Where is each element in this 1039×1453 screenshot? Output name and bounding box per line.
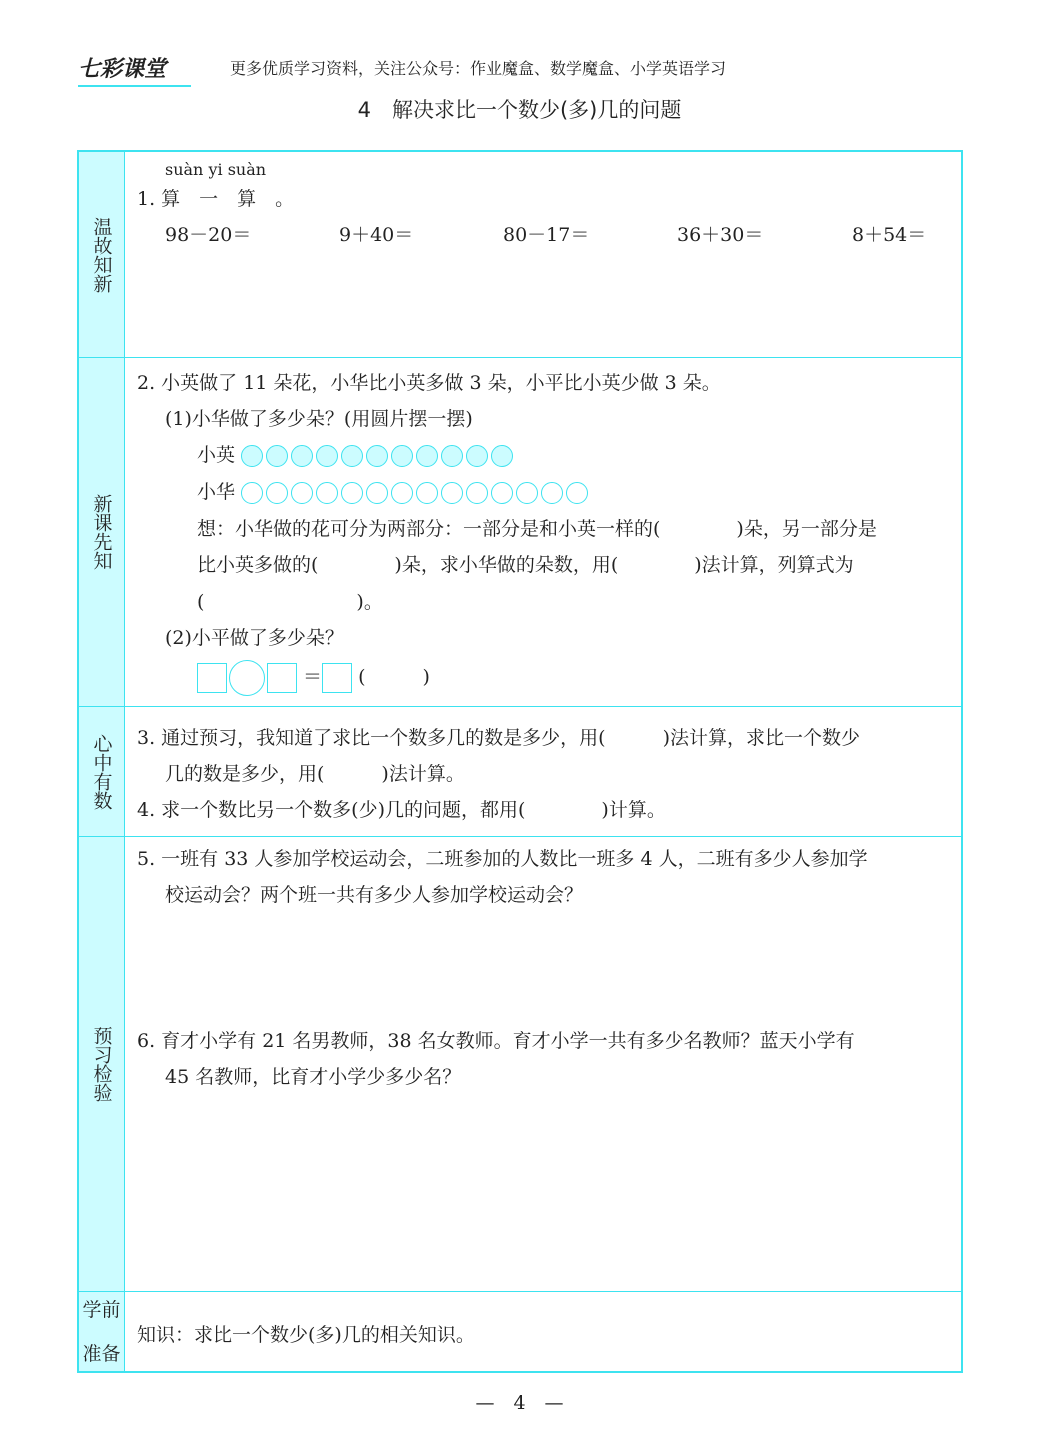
outline-circle <box>266 482 288 504</box>
question-6: 6. 育才小学有 21 名男教师，38 名女教师。育才小学一共有多少名教师？蓝天小学有 <box>137 1030 855 1052</box>
filled-circle <box>466 445 488 467</box>
equals-sign: ＝ <box>303 666 323 688</box>
outline-circle <box>341 482 363 504</box>
expression: 98－20＝ <box>165 224 252 246</box>
outline-circle <box>416 482 438 504</box>
equation-blanks <box>197 660 430 696</box>
section-label: 新课先知 <box>79 358 125 706</box>
expression: 36＋30＝ <box>677 224 764 246</box>
section-review <box>79 152 961 358</box>
outline-circle <box>566 482 588 504</box>
expression: 9＋40＝ <box>339 224 414 246</box>
outline-circle <box>441 482 463 504</box>
name-label: 小华 <box>197 481 236 503</box>
logo: 七彩课堂 <box>78 52 191 87</box>
question-4: 4. 求一个数比另一个数多(少)几的问题，都用( )计算。 <box>137 799 666 821</box>
section-label: 学前准备 <box>79 1292 125 1371</box>
outline-circles <box>241 482 588 504</box>
filled-circle <box>266 445 288 467</box>
filled-circle <box>391 445 413 467</box>
filled-circle <box>241 445 263 467</box>
think-line: 比小英多做的( )朵，求小华做的朵数，用( )法计算，列算式为 <box>197 554 854 576</box>
question-1: 1. 算 一 算 。 <box>137 188 295 210</box>
section-check <box>79 837 961 1292</box>
question-2: 2. 小英做了 11 朵花，小华比小英多做 3 朵，小平比小英少做 3 朵。 <box>137 372 721 394</box>
filled-circle <box>416 445 438 467</box>
outline-circle <box>516 482 538 504</box>
think-line: ( )。 <box>197 591 383 613</box>
answer-box[interactable] <box>267 663 297 693</box>
question-6-cont: 45 名教师，比育才小学少多少名？ <box>165 1066 462 1088</box>
filled-circle <box>441 445 463 467</box>
answer-box[interactable] <box>197 663 227 693</box>
outline-circle <box>291 482 313 504</box>
unit-blank[interactable]: ( ) <box>358 666 430 688</box>
section-understanding <box>79 707 961 837</box>
question-5: 5. 一班有 33 人参加学校运动会，二班参加的人数比一班多 4 人，二班有多少人参加学 <box>137 848 868 870</box>
pinyin: suàn yi suàn <box>165 160 267 179</box>
filled-circles <box>241 445 513 467</box>
row-xiaoying <box>197 440 513 467</box>
question-3: 3. 通过预习，我知道了求比一个数多几的数是多少，用( )法计算，求比一个数少 <box>137 727 860 749</box>
worksheet-table <box>77 150 963 1373</box>
question-5-cont: 校运动会？两个班一共有多少人参加学校运动会？ <box>165 884 584 906</box>
outline-circle <box>366 482 388 504</box>
section-prep <box>79 1292 961 1371</box>
filled-circle <box>291 445 313 467</box>
filled-circle <box>366 445 388 467</box>
section-new-lesson <box>79 358 961 707</box>
outline-circle <box>241 482 263 504</box>
header-notice: 更多优质学习资料，关注公众号：作业魔盒、数学魔盒、小学英语学习 <box>230 59 727 78</box>
page-title: 4 解决求比一个数少(多)几的问题 <box>357 98 682 122</box>
expression: 80－17＝ <box>503 224 590 246</box>
page-number: — 4 — <box>475 1392 564 1414</box>
section-label: 温故知新 <box>79 152 125 357</box>
section-label: 预习检验 <box>79 837 125 1291</box>
section-label: 心中有数 <box>79 707 125 836</box>
prep-text: 知识：求比一个数少(多)几的相关知识。 <box>137 1324 475 1346</box>
operator-circle[interactable] <box>229 660 265 696</box>
think-line: 想：小华做的花可分为两部分：一部分是和小英一样的( )朵，另一部分是 <box>197 518 877 540</box>
question-3-cont: 几的数是多少，用( )法计算。 <box>165 763 465 785</box>
part-1: (1)小华做了多少朵？(用圆片摆一摆) <box>165 408 473 430</box>
part-2: (2)小平做了多少朵？ <box>165 627 344 649</box>
name-label: 小英 <box>197 444 236 466</box>
filled-circle <box>491 445 513 467</box>
answer-box[interactable] <box>322 663 352 693</box>
outline-circle <box>391 482 413 504</box>
expression: 8＋54＝ <box>852 224 927 246</box>
outline-circle <box>466 482 488 504</box>
filled-circle <box>316 445 338 467</box>
outline-circle <box>541 482 563 504</box>
outline-circle <box>491 482 513 504</box>
outline-circle <box>316 482 338 504</box>
row-xiaohua <box>197 477 588 504</box>
filled-circle <box>341 445 363 467</box>
